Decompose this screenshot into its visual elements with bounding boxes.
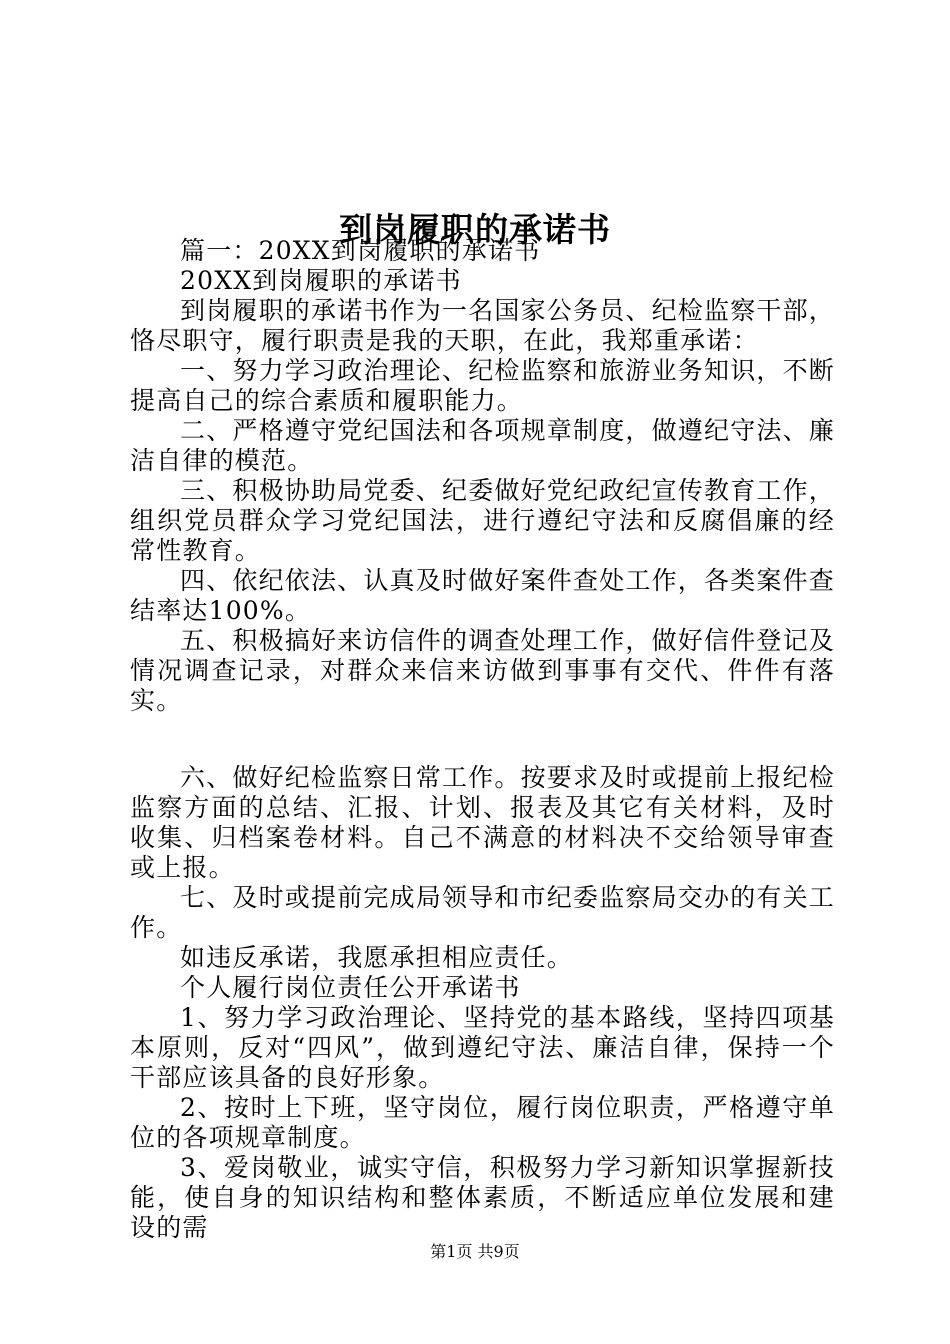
paragraph: 一、努力学习政治理论、纪检监察和旅游业务知识，不断提高自己的综合素质和履职能力。 xyxy=(130,356,836,415)
paragraph: 三、积极协助局党委、纪委做好党纪政纪宣传教育工作，组织党员群众学习党纪国法，进行遵纪守法和反腐倡廉的经常性教育。 xyxy=(130,476,836,565)
paragraph: 二、严格遵守党纪国法和各项规章制度，做遵纪守法、廉洁自律的模范。 xyxy=(130,416,836,475)
paragraph: 3、爱岗敬业，诚实守信，积极努力学习新知识掌握新技能，使自身的知识结构和整体素质，不断适应单位发展和建设的需 xyxy=(130,1153,835,1242)
paragraph: 2、按时上下班，坚守岗位，履行岗位职责，严格遵守单位的各项规章制度。 xyxy=(130,1093,835,1152)
paragraph: 个人履行岗位责任公开承诺书 xyxy=(180,973,521,1002)
paragraph: 六、做好纪检监察日常工作。按要求及时或提前上报纪检监察方面的总结、汇报、计划、报表及其它有关材料，及时收集、归档案卷材料。自己不满意的材料决不交给领导审查或上报。 xyxy=(130,763,836,882)
paragraph: 篇一：20XX到岗履职的承诺书 xyxy=(180,236,541,265)
page-number-footer: 第1页 共9页 xyxy=(430,1242,520,1261)
paragraph: 五、积极搞好来访信件的调查处理工作，做好信件登记及情况调查记录，对群众来信来访做到事事有交代、件件有落实。 xyxy=(130,626,836,715)
document-title: 到岗履职的承诺书 xyxy=(339,210,611,250)
paragraph: 20XX到岗履职的承诺书 xyxy=(180,266,462,295)
paragraph: 四、依纪依法、认真及时做好案件查处工作，各类案件查结率达100%。 xyxy=(130,566,836,625)
paragraph: 到岗履职的承诺书作为一名国家公务员、纪检监察干部，恪尽职守，履行职责是我的天职，在此，我郑重承诺： xyxy=(130,296,836,355)
paragraph: 如违反承诺，我愿承担相应责任。 xyxy=(180,943,574,972)
paragraph: 1、努力学习政治理论、坚持党的基本路线，坚持四项基本原则，反对“四风”，做到遵纪守法、廉洁自律，保持一个干部应该具备的良好形象。 xyxy=(130,1003,835,1092)
paragraph: 七、及时或提前完成局领导和市纪委监察局交办的有关工作。 xyxy=(130,883,836,942)
document-body xyxy=(130,236,835,1243)
